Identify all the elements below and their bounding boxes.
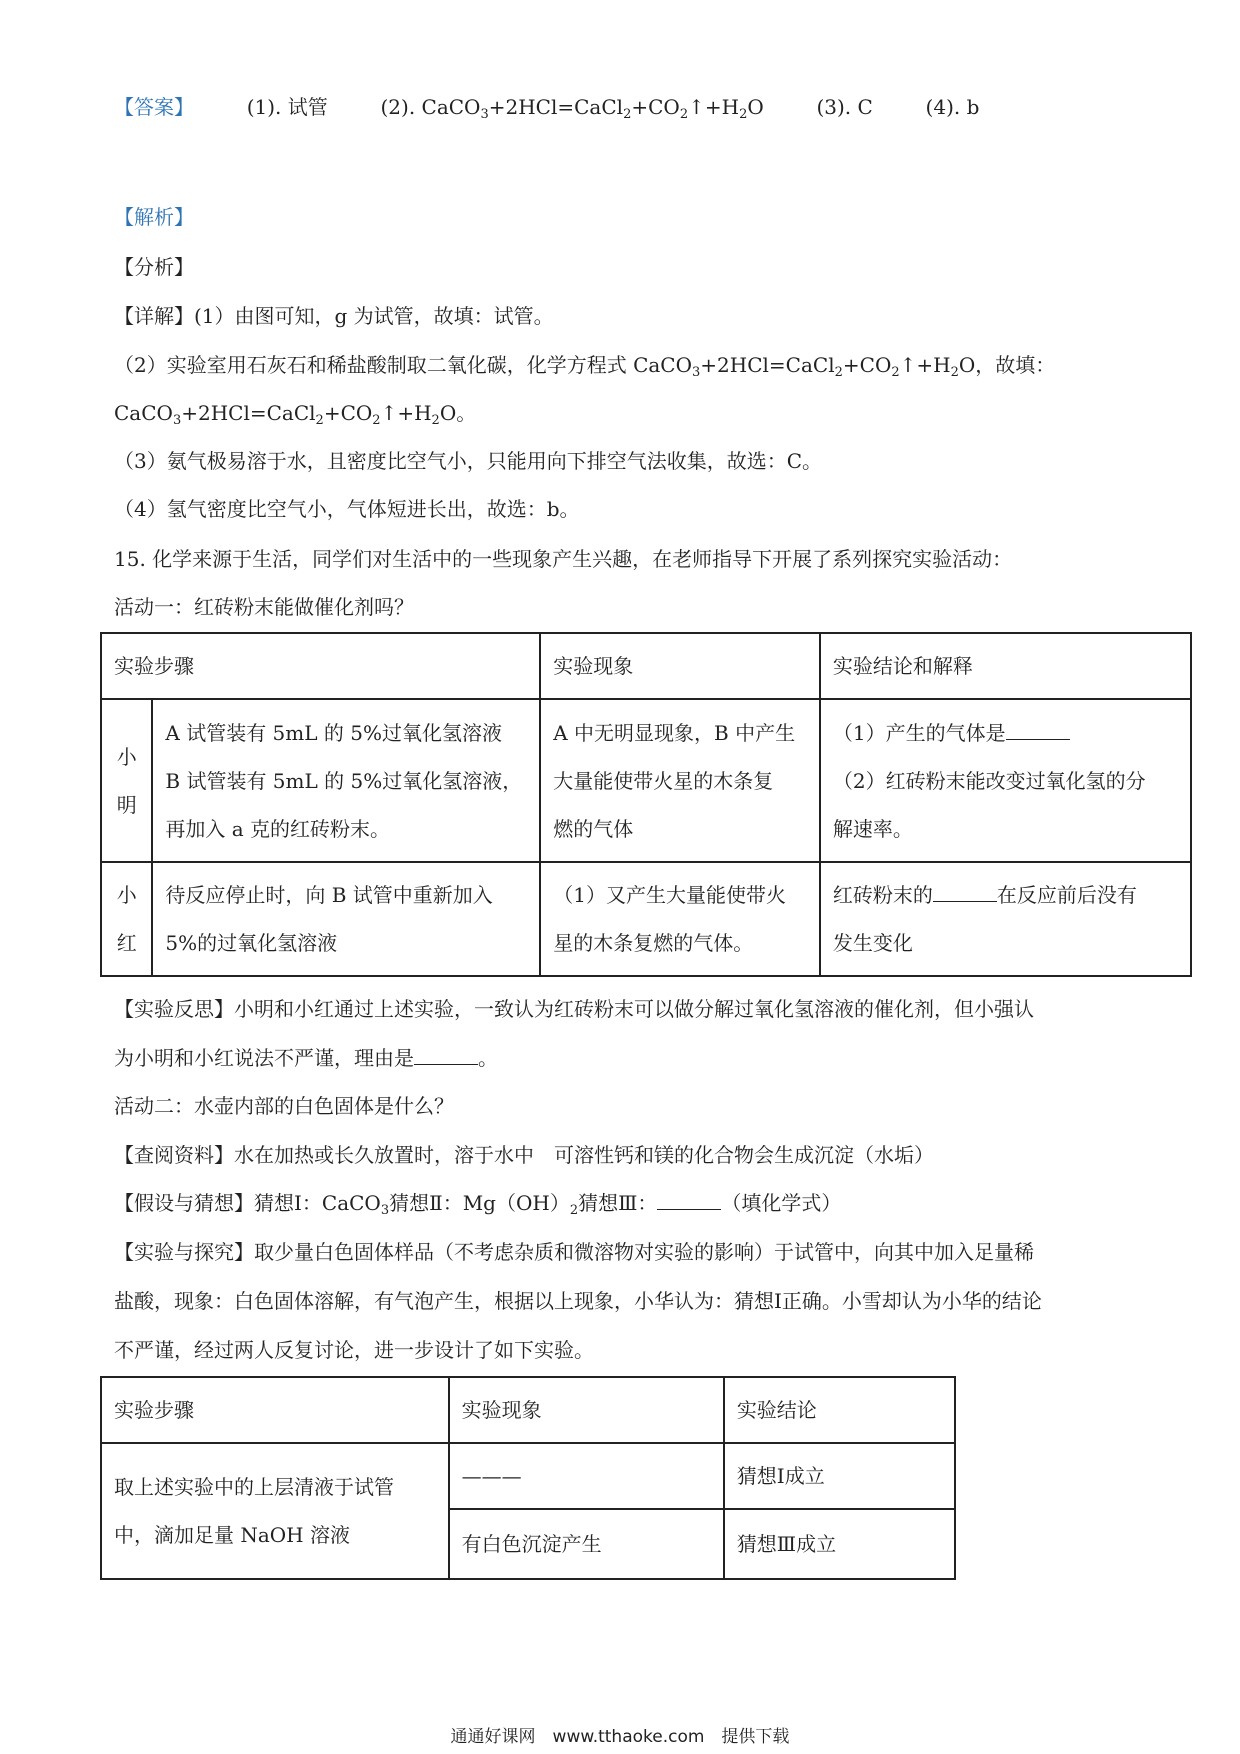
table-header-row (101, 633, 1191, 699)
explore-line-1: 【实验与探究】取少量白色固体样品（不考虑杂质和微溶物对实验的影响）于试管中，向其中加入足量稀 (114, 1240, 1034, 1264)
detail-4: （4）氢气密度比空气小，气体短进长出，故选：b。 (114, 497, 580, 521)
row2-steps: 待反应停止时，向 B 试管中重新加入 5%的过氧化氢溶液 (152, 862, 540, 976)
answer-blank (1006, 721, 1070, 740)
detail-2-cont: $CaCO_3+2HCl=CaCl_2+CO_2↑+H_2O$。 (114, 401, 477, 428)
reflection-line-1: 【实验反思】小明和小红通过上述实验，一致认为红砖粉末可以做分解过氧化氢溶液的催化剂，但小强认 (114, 997, 1034, 1021)
table2-conclusion-2: 猜想Ⅲ成立 (724, 1509, 955, 1579)
header-observations: 实验现象 (449, 1377, 724, 1443)
question-15-intro: 15. 化学来源于生活，同学们对生活中的一些现象产生兴趣，在老师指导下开展了系列探究实验活动： (114, 547, 1013, 571)
answer-line (114, 93, 979, 121)
header-steps: 实验步骤 (101, 1377, 449, 1443)
header-conclusions: 实验结论和解释 (820, 633, 1191, 699)
explore-line-3: 不严谨，经过两人反复讨论，进一步设计了如下实验。 (114, 1338, 594, 1362)
answer-4: (4). b (925, 95, 980, 119)
answer-2: (2). $CaCO_3+2HCl=CaCl_2+CO_2↑+H_2O$ (380, 95, 764, 122)
table-row (101, 862, 1191, 976)
detail-1: 【详解】(1）由图可知，g 为试管，故填：试管。 (114, 304, 554, 328)
answer-blank (657, 1191, 721, 1210)
row-person-xiaohong: 小 红 (101, 862, 152, 976)
page-footer: 通通好课网 www.tthaoke.com 提供下载 (450, 1727, 790, 1747)
answer-blank (933, 883, 997, 902)
row-person-xiaoming: 小 明 (101, 699, 152, 862)
reflection-line-2: 为小明和小红说法不严谨，理由是 。 (114, 1046, 498, 1070)
activity-1-title: 活动一：红砖粉末能做催化剂吗？ (114, 595, 414, 619)
reference-info: 【查阅资料】水在加热或长久放置时，溶于水中 可溶性钙和镁的化合物会生成沉淀（水垢） (114, 1143, 934, 1167)
table2-observation-1: ——— (449, 1443, 724, 1509)
answer-1: (1). 试管 (246, 95, 328, 119)
answer-blank (414, 1046, 478, 1065)
row2-observations: （1）又产生大量能使带火 星的木条复燃的气体。 (540, 862, 820, 976)
answer-tag: 【答案】 (114, 95, 194, 119)
answer-3: (3). C (816, 95, 873, 119)
row2-conclusions: 红砖粉末的 在反应前后没有 发生变化 (820, 862, 1191, 976)
detail-3: （3）氨气极易溶于水，且密度比空气小，只能用向下排空气法收集，故选：C。 (114, 449, 823, 473)
activity-2-table (100, 1376, 956, 1580)
row1-observations: A 中无明显现象，B 中产生 大量能使带火星的木条复 燃的气体 (540, 699, 820, 862)
row1-conclusions: （1）产生的气体是 （2）红砖粉末能改变过氧化氢的分 解速率。 (820, 699, 1191, 862)
header-observations: 实验现象 (540, 633, 820, 699)
table2-step: 取上述实验中的上层清液于试管 中，滴加足量 NaOH 溶液 (101, 1443, 449, 1579)
table-header-row (101, 1377, 955, 1443)
analysis-tag: 【解析】 (114, 205, 194, 229)
explore-line-2: 盐酸，现象：白色固体溶解，有气泡产生，根据以上现象，小华认为：猜想Ⅰ正确。小雪却认为小华的结论 (114, 1289, 1042, 1313)
table2-observation-2: 有白色沉淀产生 (449, 1509, 724, 1579)
row1-steps: A 试管装有 5mL 的 5%过氧化氢溶液 B 试管装有 5mL 的 5%过氧化氢溶液， 再加入 a 克的红砖粉末。 (152, 699, 540, 862)
activity-2-title: 活动二：水壶内部的白色固体是什么？ (114, 1094, 454, 1118)
table-row (101, 699, 1191, 862)
table2-conclusion-1: 猜想Ⅰ成立 (724, 1443, 955, 1509)
activity-1-table (100, 632, 1192, 977)
hypothesis-line: 【假设与猜想】猜想Ⅰ：CaCO$_3$猜想Ⅱ：$Mg(OH)_2$猜想Ⅲ： （填化学式） (114, 1191, 842, 1218)
table-row (101, 1443, 955, 1509)
detail-2: （2）实验室用石灰石和稀盐酸制取二氧化碳，化学方程式 $CaCO_3+2HCl=CaCl_2+CO_2↑+H_2O$，故填： (114, 353, 1056, 380)
header-steps: 实验步骤 (101, 633, 540, 699)
fenxi-heading: 【分析】 (114, 255, 194, 279)
header-conclusions: 实验结论 (724, 1377, 955, 1443)
